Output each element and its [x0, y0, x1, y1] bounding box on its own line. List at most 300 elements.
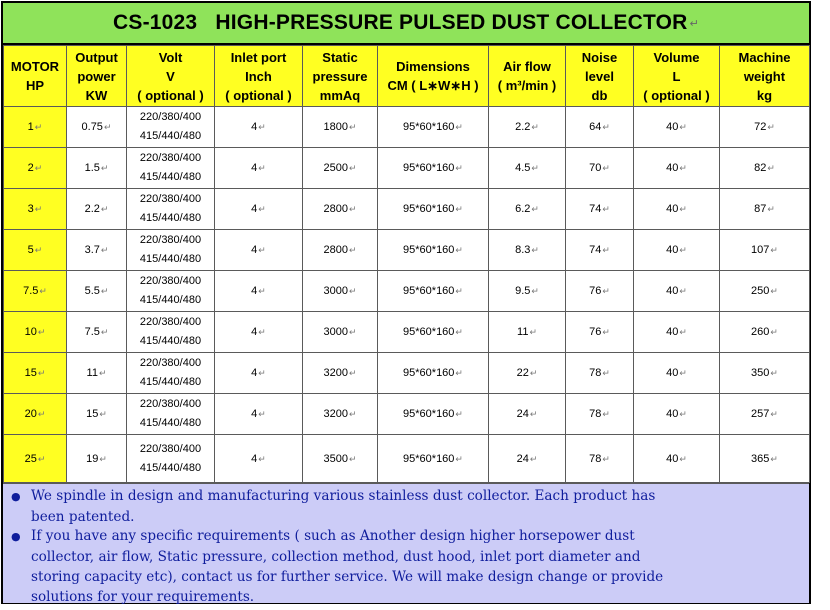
- air-flow-cell: [489, 312, 566, 353]
- column-header: [634, 46, 720, 107]
- cell-value: 3200: [323, 367, 348, 379]
- paragraph-mark-icon: ↵: [100, 286, 109, 296]
- motor-hp-cell: [4, 312, 67, 353]
- paragraph-mark-icon: ↵: [602, 245, 610, 255]
- volume-cell: [634, 148, 720, 189]
- static-pressure-cell: [303, 230, 378, 271]
- cell-value: 40: [666, 203, 679, 215]
- cell-value: 15: [24, 367, 37, 379]
- note-custom-requirements: [11, 526, 801, 607]
- column-header-line: Inlet port: [230, 49, 287, 65]
- column-header: [127, 46, 215, 107]
- cell-value: 95*60*160: [403, 326, 455, 338]
- column-header-line: Volt: [158, 49, 183, 65]
- note-line: collector, air flow, Static pressure, collection method, dust hood, inlet port diameter and: [31, 549, 641, 565]
- static-pressure-cell: [303, 148, 378, 189]
- cell-value: 95*60*160: [403, 121, 455, 133]
- cell-value: 4: [251, 203, 258, 215]
- cell-value: 4: [251, 326, 258, 338]
- paragraph-mark-icon: ↵: [103, 122, 112, 132]
- motor-hp-cell: [4, 107, 67, 148]
- dimensions-cell: [378, 148, 489, 189]
- table-row: [4, 435, 810, 483]
- table-row: [4, 271, 810, 312]
- column-header-line: Static: [322, 49, 358, 65]
- volt-option: 220/380/400: [139, 152, 202, 164]
- paragraph-mark-icon: ↵: [767, 204, 775, 214]
- paragraph-mark-icon: ↵: [689, 17, 699, 30]
- column-header-line: HP: [25, 78, 45, 93]
- volume-cell: [634, 312, 720, 353]
- volt-option: 415/440/480: [139, 212, 202, 224]
- column-header-line: Air flow: [503, 59, 551, 74]
- paragraph-mark-icon: ↵: [39, 286, 47, 296]
- cell-value: 1: [27, 121, 34, 133]
- volume-cell: [634, 353, 720, 394]
- paragraph-mark-icon: ↵: [100, 327, 109, 337]
- paragraph-mark-icon: ↵: [770, 286, 778, 296]
- cell-value: 4: [251, 121, 258, 133]
- cell-value: 72: [754, 121, 767, 133]
- cell-value: 4: [251, 162, 258, 174]
- cell-value: 78: [589, 367, 602, 379]
- noise-level-cell: [566, 189, 634, 230]
- paragraph-mark-icon: ↵: [679, 122, 687, 132]
- paragraph-mark-icon: ↵: [529, 368, 538, 378]
- cell-value: 95*60*160: [403, 408, 455, 420]
- machine-weight-cell: [720, 107, 810, 148]
- paragraph-mark-icon: ↵: [679, 204, 687, 214]
- cell-value: 8.3: [515, 244, 531, 256]
- cell-value: 4: [251, 408, 258, 420]
- paragraph-mark-icon: ↵: [258, 122, 266, 132]
- column-header-line: Machine: [738, 49, 791, 65]
- column-header: [566, 46, 634, 107]
- inlet-port-cell: [215, 148, 303, 189]
- motor-hp-cell: [4, 353, 67, 394]
- paragraph-mark-icon: ↵: [348, 204, 357, 214]
- air-flow-cell: [489, 230, 566, 271]
- cell-value: 95*60*160: [403, 203, 455, 215]
- air-flow-cell: [489, 107, 566, 148]
- paragraph-mark-icon: ↵: [767, 163, 775, 173]
- column-header-line: power: [77, 68, 116, 84]
- column-header: [378, 46, 489, 107]
- paragraph-mark-icon: ↵: [348, 245, 357, 255]
- cell-value: 5.5: [84, 285, 100, 297]
- volt-option: 415/440/480: [139, 171, 202, 183]
- output-power-cell: [67, 271, 127, 312]
- air-flow-cell: [489, 353, 566, 394]
- cell-value: 0.75: [81, 121, 103, 133]
- paragraph-mark-icon: ↵: [258, 368, 266, 378]
- paragraph-mark-icon: ↵: [531, 245, 539, 255]
- paragraph-mark-icon: ↵: [455, 286, 463, 296]
- dimensions-cell: [378, 353, 489, 394]
- volt-option: 220/380/400: [139, 193, 202, 205]
- output-power-cell: [67, 312, 127, 353]
- output-power-cell: [67, 230, 127, 271]
- paragraph-mark-icon: ↵: [348, 163, 357, 173]
- static-pressure-cell: [303, 107, 378, 148]
- motor-hp-cell: [4, 189, 67, 230]
- paragraph-mark-icon: ↵: [258, 245, 266, 255]
- column-header-line: ( optional ): [225, 87, 292, 103]
- machine-weight-cell: [720, 271, 810, 312]
- volt-option: 415/440/480: [139, 130, 202, 142]
- volt-option: 415/440/480: [139, 417, 202, 429]
- paragraph-mark-icon: ↵: [529, 409, 538, 419]
- paragraph-mark-icon: ↵: [602, 204, 610, 214]
- dimensions-cell: [378, 312, 489, 353]
- paragraph-mark-icon: ↵: [348, 327, 357, 337]
- paragraph-mark-icon: ↵: [100, 163, 109, 173]
- cell-value: 24: [516, 452, 529, 465]
- column-header-line: kg: [756, 87, 773, 103]
- paragraph-mark-icon: ↵: [37, 453, 46, 464]
- volt-cell: [127, 394, 215, 435]
- volt-cell: [127, 189, 215, 230]
- inlet-port-cell: [215, 353, 303, 394]
- table-row: [4, 107, 810, 148]
- column-header-line: Volume: [653, 49, 700, 65]
- motor-hp-cell: [4, 435, 67, 483]
- cell-value: 4: [251, 244, 258, 256]
- volume-cell: [634, 230, 720, 271]
- paragraph-mark-icon: ↵: [679, 409, 687, 419]
- note-line: We spindle in design and manufacturing various stainless dust collector. Each product has: [31, 488, 656, 504]
- table-row: [4, 312, 810, 353]
- inlet-port-cell: [215, 189, 303, 230]
- paragraph-mark-icon: ↵: [258, 409, 266, 419]
- cell-value: 22: [516, 367, 529, 379]
- cell-value: 95*60*160: [403, 452, 455, 465]
- cell-value: 70: [589, 162, 602, 174]
- cell-value: 365: [751, 452, 770, 465]
- cell-value: 25: [24, 452, 37, 465]
- cell-value: 2.2: [84, 203, 100, 215]
- column-header-line: Inch: [245, 68, 272, 84]
- output-power-cell: [67, 107, 127, 148]
- volt-cell: [127, 107, 215, 148]
- paragraph-mark-icon: ↵: [602, 286, 610, 296]
- inlet-port-cell: [215, 394, 303, 435]
- paragraph-mark-icon: ↵: [602, 327, 610, 337]
- volt-option: 220/380/400: [139, 357, 202, 369]
- output-power-cell: [67, 394, 127, 435]
- cell-value: 74: [589, 203, 602, 215]
- cell-value: 95*60*160: [403, 244, 455, 256]
- noise-level-cell: [566, 394, 634, 435]
- paragraph-mark-icon: ↵: [99, 409, 107, 419]
- paragraph-mark-icon: ↵: [258, 286, 266, 296]
- paragraph-mark-icon: ↵: [602, 409, 610, 419]
- dimensions-cell: [378, 271, 489, 312]
- paragraph-mark-icon: ↵: [348, 122, 357, 132]
- note-line: been patented.: [31, 509, 135, 525]
- cell-value: 5: [27, 244, 34, 256]
- paragraph-mark-icon: ↵: [98, 368, 107, 378]
- table-row: [4, 189, 810, 230]
- output-power-cell: [67, 353, 127, 394]
- cell-value: 40: [666, 408, 679, 420]
- paragraph-mark-icon: ↵: [258, 204, 266, 214]
- output-power-cell: [67, 435, 127, 483]
- column-header-line: CM ( L∗W∗H ): [387, 78, 479, 93]
- volt-option: 220/380/400: [139, 111, 202, 123]
- paragraph-mark-icon: ↵: [679, 327, 687, 337]
- column-header-line: db: [591, 87, 608, 103]
- cell-value: 3000: [323, 285, 348, 297]
- note-patent: [11, 486, 801, 527]
- cell-value: 7.5: [23, 285, 39, 297]
- static-pressure-cell: [303, 189, 378, 230]
- title-text: CS-1023 HIGH-PRESSURE PULSED DUST COLLECTOR: [113, 11, 688, 34]
- paragraph-mark-icon: ↵: [529, 327, 537, 337]
- column-header-line: ( optional ): [643, 87, 710, 103]
- volt-option: 415/440/480: [139, 294, 202, 306]
- volt-cell: [127, 353, 215, 394]
- cell-value: 107: [751, 244, 770, 256]
- table-row: [4, 353, 810, 394]
- note-line: storing capacity etc), contact us for further service. We will make design change or provide: [31, 569, 664, 585]
- cell-value: 3: [27, 203, 34, 215]
- paragraph-mark-icon: ↵: [34, 245, 43, 255]
- paragraph-mark-icon: ↵: [770, 409, 778, 419]
- column-header: [67, 46, 127, 107]
- paragraph-mark-icon: ↵: [455, 453, 463, 464]
- volt-cell: [127, 312, 215, 353]
- paragraph-mark-icon: ↵: [100, 204, 109, 214]
- volume-cell: [634, 394, 720, 435]
- machine-weight-cell: [720, 353, 810, 394]
- cell-value: 11: [517, 326, 529, 338]
- volume-cell: [634, 107, 720, 148]
- cell-value: 76: [589, 285, 602, 297]
- air-flow-cell: [489, 271, 566, 312]
- paragraph-mark-icon: ↵: [34, 204, 43, 214]
- table-row: [4, 148, 810, 189]
- cell-value: 20: [24, 408, 37, 420]
- noise-level-cell: [566, 312, 634, 353]
- column-header-line: weight: [743, 68, 786, 84]
- cell-value: 6.2: [515, 203, 531, 215]
- cell-value: 3.7: [84, 244, 100, 256]
- note-line: solutions for your requirements.: [31, 589, 255, 605]
- table-row: [4, 394, 810, 435]
- motor-hp-cell: [4, 230, 67, 271]
- cell-value: 1800: [323, 121, 348, 133]
- column-header: [4, 46, 67, 107]
- cell-value: 40: [666, 121, 679, 133]
- paragraph-mark-icon: ↵: [348, 409, 357, 419]
- paragraph-mark-icon: ↵: [258, 327, 266, 337]
- column-header: [215, 46, 303, 107]
- volt-option: 415/440/480: [139, 335, 202, 347]
- column-header-line: level: [585, 68, 614, 84]
- column-header-line: MOTOR: [10, 59, 60, 74]
- dimensions-cell: [378, 394, 489, 435]
- paragraph-mark-icon: ↵: [100, 245, 109, 255]
- paragraph-mark-icon: ↵: [455, 122, 463, 132]
- column-header-line: ( optional ): [137, 87, 204, 103]
- paragraph-mark-icon: ↵: [37, 368, 46, 378]
- dimensions-cell: [378, 230, 489, 271]
- cell-value: 11: [86, 367, 98, 379]
- paragraph-mark-icon: ↵: [679, 368, 687, 378]
- column-header: [303, 46, 378, 107]
- paragraph-mark-icon: ↵: [34, 163, 43, 173]
- cell-value: 2800: [323, 203, 348, 215]
- cell-value: 4: [251, 452, 258, 465]
- volt-option: 220/380/400: [139, 234, 202, 246]
- header-row: [4, 46, 810, 107]
- paragraph-mark-icon: ↵: [455, 409, 463, 419]
- paragraph-mark-icon: ↵: [348, 286, 357, 296]
- paragraph-mark-icon: ↵: [258, 453, 266, 464]
- cell-value: 40: [666, 285, 679, 297]
- column-header-line: V: [166, 68, 175, 84]
- noise-level-cell: [566, 230, 634, 271]
- paragraph-mark-icon: ↵: [531, 286, 539, 296]
- cell-value: 3500: [323, 452, 348, 465]
- cell-value: 40: [666, 452, 679, 465]
- cell-value: 2500: [323, 162, 348, 174]
- column-header-line: L: [672, 68, 681, 84]
- cell-value: 350: [751, 367, 770, 379]
- volume-cell: [634, 435, 720, 483]
- paragraph-mark-icon: ↵: [99, 453, 107, 464]
- cell-value: 2.2: [515, 121, 531, 133]
- cell-value: 24: [516, 408, 529, 420]
- air-flow-cell: [489, 148, 566, 189]
- machine-weight-cell: [720, 148, 810, 189]
- paragraph-mark-icon: ↵: [770, 245, 778, 255]
- inlet-port-cell: [215, 312, 303, 353]
- machine-weight-cell: [720, 230, 810, 271]
- volt-option: 220/380/400: [139, 316, 202, 328]
- note-line: If you have any specific requirements ( such as Another design higher horsepower dust: [31, 528, 635, 544]
- static-pressure-cell: [303, 312, 378, 353]
- spec-sheet: [1, 1, 811, 604]
- cell-value: 82: [754, 162, 767, 174]
- paragraph-mark-icon: ↵: [679, 163, 687, 173]
- cell-value: 1.5: [84, 162, 100, 174]
- paragraph-mark-icon: ↵: [529, 453, 538, 464]
- paragraph-mark-icon: ↵: [770, 453, 778, 464]
- machine-weight-cell: [720, 435, 810, 483]
- paragraph-mark-icon: ↵: [602, 163, 610, 173]
- cell-value: 76: [589, 326, 602, 338]
- cell-value: 9.5: [515, 285, 531, 297]
- volume-cell: [634, 189, 720, 230]
- column-header-line: ( m³/min ): [497, 78, 557, 93]
- paragraph-mark-icon: ↵: [531, 204, 539, 214]
- volt-option: 220/380/400: [139, 398, 202, 410]
- paragraph-mark-icon: ↵: [679, 245, 687, 255]
- noise-level-cell: [566, 148, 634, 189]
- cell-value: 74: [589, 244, 602, 256]
- air-flow-cell: [489, 435, 566, 483]
- paragraph-mark-icon: ↵: [602, 122, 610, 132]
- static-pressure-cell: [303, 394, 378, 435]
- output-power-cell: [67, 189, 127, 230]
- paragraph-mark-icon: ↵: [455, 163, 463, 173]
- machine-weight-cell: [720, 394, 810, 435]
- machine-weight-cell: [720, 189, 810, 230]
- cell-value: 3000: [323, 326, 348, 338]
- table-row: [4, 230, 810, 271]
- cell-value: 4: [251, 367, 258, 379]
- cell-value: 95*60*160: [403, 285, 455, 297]
- cell-value: 95*60*160: [403, 162, 455, 174]
- cell-value: 40: [666, 244, 679, 256]
- cell-value: 250: [751, 285, 770, 297]
- column-header-line: Dimensions: [396, 59, 470, 74]
- paragraph-mark-icon: ↵: [37, 409, 46, 419]
- cell-value: 2800: [323, 244, 348, 256]
- spec-table: [3, 45, 810, 483]
- air-flow-cell: [489, 394, 566, 435]
- column-header-line: Noise: [581, 49, 618, 65]
- paragraph-mark-icon: ↵: [348, 368, 357, 378]
- noise-level-cell: [566, 271, 634, 312]
- paragraph-mark-icon: ↵: [455, 245, 463, 255]
- cell-value: 78: [589, 408, 602, 420]
- volt-option: 220/380/400: [139, 442, 202, 455]
- static-pressure-cell: [303, 271, 378, 312]
- cell-value: 10: [24, 326, 37, 338]
- cell-value: 257: [751, 408, 770, 420]
- dimensions-cell: [378, 435, 489, 483]
- paragraph-mark-icon: ↵: [34, 122, 43, 132]
- column-header-line: Output: [75, 49, 118, 65]
- column-header-line: mmAq: [319, 87, 361, 103]
- cell-value: 4.5: [515, 162, 531, 174]
- dimensions-cell: [378, 189, 489, 230]
- column-header-line: KW: [85, 87, 108, 103]
- motor-hp-cell: [4, 148, 67, 189]
- noise-level-cell: [566, 353, 634, 394]
- paragraph-mark-icon: ↵: [602, 368, 610, 378]
- cell-value: 15: [86, 408, 99, 420]
- cell-value: 40: [666, 326, 679, 338]
- cell-value: 260: [751, 326, 770, 338]
- volt-cell: [127, 230, 215, 271]
- inlet-port-cell: [215, 271, 303, 312]
- paragraph-mark-icon: ↵: [770, 368, 778, 378]
- volt-cell: [127, 148, 215, 189]
- cell-value: 19: [86, 452, 99, 465]
- machine-weight-cell: [720, 312, 810, 353]
- paragraph-mark-icon: ↵: [455, 327, 463, 337]
- paragraph-mark-icon: ↵: [258, 163, 266, 173]
- inlet-port-cell: [215, 107, 303, 148]
- noise-level-cell: [566, 435, 634, 483]
- paragraph-mark-icon: ↵: [37, 327, 46, 337]
- volt-cell: [127, 435, 215, 483]
- cell-value: 64: [589, 121, 602, 133]
- paragraph-mark-icon: ↵: [602, 453, 610, 464]
- static-pressure-cell: [303, 435, 378, 483]
- bullet-icon: ●: [11, 490, 21, 503]
- notes-panel: [3, 483, 809, 603]
- cell-value: 7.5: [84, 326, 100, 338]
- cell-value: 3200: [323, 408, 348, 420]
- cell-value: 4: [251, 285, 258, 297]
- paragraph-mark-icon: ↵: [770, 327, 778, 337]
- column-header: [489, 46, 566, 107]
